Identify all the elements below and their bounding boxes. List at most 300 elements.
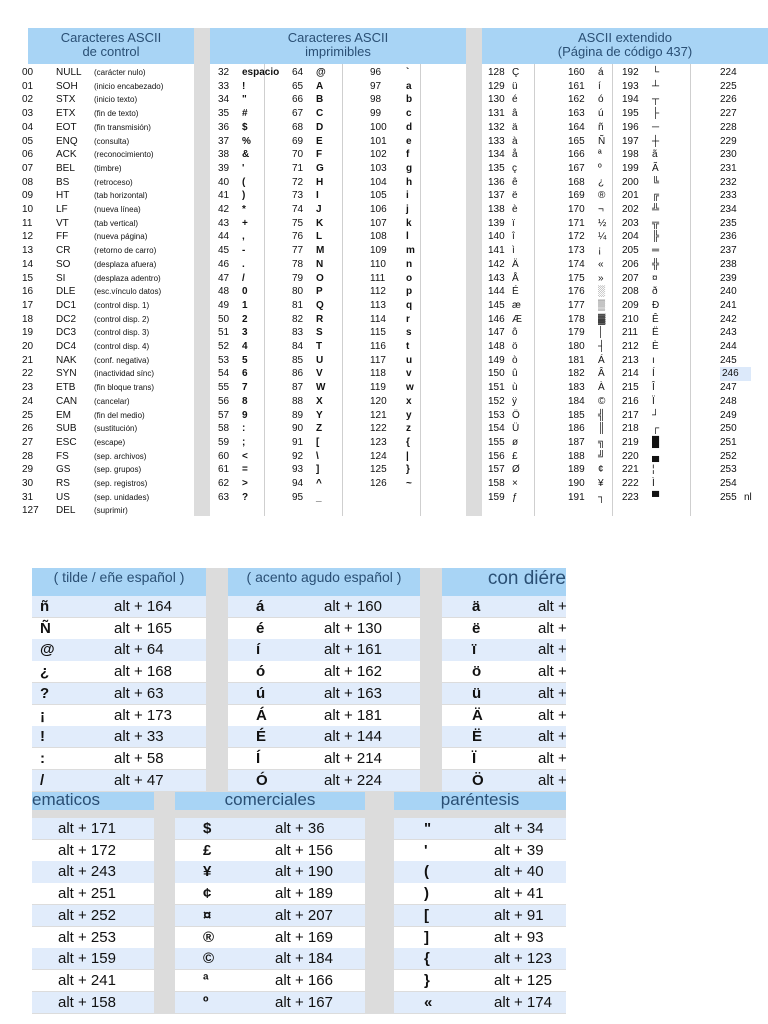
shortcut-row bbox=[228, 705, 420, 726]
table-row bbox=[22, 80, 194, 94]
char-glyph: } bbox=[406, 464, 410, 476]
char-glyph: ╩ bbox=[652, 204, 660, 215]
code-number: 208 bbox=[622, 286, 639, 298]
char-glyph: F bbox=[316, 149, 323, 161]
shortcut-row bbox=[32, 840, 154, 861]
shortcut-row bbox=[175, 861, 365, 882]
table-row bbox=[210, 285, 466, 299]
code-number: 228 bbox=[720, 121, 737, 133]
char-glyph: C bbox=[316, 108, 324, 120]
code-number: 120 bbox=[370, 395, 387, 407]
control-abbr: ACK bbox=[56, 149, 77, 161]
shortcut-row bbox=[442, 748, 566, 769]
code-number: 158 bbox=[488, 478, 505, 489]
shortcut-code: alt + 33 bbox=[114, 728, 164, 746]
code-number: 90 bbox=[292, 423, 304, 435]
shortcut-row bbox=[442, 726, 566, 747]
char-glyph: ¥ bbox=[598, 478, 604, 489]
code-number: 89 bbox=[292, 409, 304, 421]
code-number: 65 bbox=[292, 80, 304, 92]
control-desc: (suprimir) bbox=[94, 506, 128, 516]
code-number: 173 bbox=[568, 245, 585, 257]
char-glyph: æ bbox=[512, 299, 521, 311]
shortcut-char: ] bbox=[424, 928, 429, 946]
shortcut-char: ª bbox=[203, 971, 209, 989]
shortcut-row bbox=[394, 840, 566, 861]
code-number: 101 bbox=[370, 135, 387, 147]
code-number: 85 bbox=[292, 354, 304, 366]
table-row bbox=[482, 121, 768, 135]
control-desc: (consulta) bbox=[94, 136, 130, 146]
code-number: 67 bbox=[292, 108, 304, 120]
shortcut-code: alt + 241 bbox=[58, 971, 116, 989]
control-abbr: SUB bbox=[56, 423, 77, 435]
code-number: 209 bbox=[622, 299, 639, 311]
shortcut-code: alt + 160 bbox=[324, 598, 382, 615]
shortcut-char: ä bbox=[472, 598, 481, 615]
char-glyph: ┘ bbox=[652, 409, 660, 421]
char-glyph: Ê bbox=[652, 313, 659, 325]
code-number: 56 bbox=[218, 395, 230, 407]
shortcut-char: ¢ bbox=[203, 885, 212, 903]
control-abbr: FF bbox=[56, 231, 69, 243]
char-glyph: Ì bbox=[652, 478, 655, 489]
code-number: 235 bbox=[720, 217, 737, 229]
code-number: 45 bbox=[218, 245, 230, 257]
accent-shortcuts-table bbox=[32, 568, 566, 792]
code-number: 47 bbox=[218, 272, 230, 284]
code-number: 128 bbox=[488, 67, 505, 78]
code-number: 63 bbox=[218, 491, 230, 503]
control-desc: (fin transmisión) bbox=[94, 122, 151, 132]
char-glyph: | bbox=[406, 450, 409, 462]
math-header bbox=[32, 792, 154, 810]
char-glyph: [ bbox=[316, 436, 320, 448]
char-glyph: è bbox=[512, 204, 518, 215]
control-abbr: CAN bbox=[56, 395, 78, 407]
code-number: 153 bbox=[488, 409, 505, 421]
char-glyph: º bbox=[598, 162, 602, 174]
shortcut-row bbox=[32, 639, 206, 660]
code-number: 125 bbox=[370, 464, 387, 476]
shortcut-code: alt + 158 bbox=[58, 993, 116, 1011]
code-number: 215 bbox=[622, 382, 639, 394]
shortcut-row bbox=[442, 705, 566, 726]
code-number: 46 bbox=[218, 258, 230, 270]
code-number: 191 bbox=[568, 491, 585, 503]
code-number: 135 bbox=[488, 162, 505, 174]
char-glyph: Ä bbox=[512, 258, 519, 270]
code-number: 190 bbox=[568, 478, 585, 489]
char-glyph: Î bbox=[652, 382, 655, 394]
char-glyph: ` bbox=[406, 67, 410, 78]
control-abbr: SOH bbox=[56, 80, 78, 92]
char-glyph: x bbox=[406, 395, 412, 407]
char-glyph: Ñ bbox=[598, 135, 606, 147]
char-glyph: ┬ bbox=[652, 94, 660, 106]
code-number: 187 bbox=[568, 436, 585, 448]
code-number: 117 bbox=[370, 354, 386, 366]
table-row bbox=[22, 107, 194, 121]
char-glyph: 7 bbox=[242, 382, 248, 394]
char-glyph: 2 bbox=[242, 313, 248, 325]
shortcut-code: alt + 164 bbox=[114, 598, 172, 615]
table-row bbox=[482, 436, 768, 450]
char-glyph: 1 bbox=[242, 299, 248, 311]
table-row bbox=[210, 272, 466, 286]
table-row bbox=[482, 244, 768, 258]
table-row bbox=[22, 409, 194, 423]
control-desc: (carácter nulo) bbox=[94, 68, 146, 77]
char-glyph: L bbox=[316, 231, 323, 243]
shortcut-code: alt + bbox=[538, 728, 567, 746]
shortcut-row bbox=[32, 948, 154, 969]
char-glyph: ┤ bbox=[598, 341, 606, 352]
table-row bbox=[210, 354, 466, 368]
control-abbr: BS bbox=[56, 176, 70, 188]
table-row bbox=[482, 477, 768, 491]
shortcut-code: alt + 91 bbox=[494, 906, 544, 924]
char-glyph: ╗ bbox=[598, 436, 606, 448]
char-glyph: ¢ bbox=[598, 464, 604, 476]
shortcut-row bbox=[175, 948, 365, 969]
shortcut-row bbox=[32, 618, 206, 639]
printable-header-line2: imprimibles bbox=[305, 44, 371, 59]
table-row bbox=[22, 450, 194, 464]
shortcut-code: alt + 168 bbox=[114, 663, 172, 681]
control-desc: (nueva página) bbox=[94, 232, 148, 242]
char-glyph: ▒ bbox=[598, 299, 606, 311]
shortcut-code: alt + bbox=[538, 706, 567, 724]
code-number: 219 bbox=[622, 436, 639, 448]
char-glyph: ƒ bbox=[512, 491, 518, 503]
char-glyph: ã bbox=[652, 149, 658, 161]
char-glyph: ╦ bbox=[652, 217, 660, 229]
code-number: 127 bbox=[22, 505, 39, 517]
shortcut-code: alt + bbox=[538, 771, 567, 789]
code-number: 166 bbox=[568, 149, 585, 161]
shortcut-code: alt + bbox=[538, 663, 567, 681]
table-row bbox=[482, 450, 768, 464]
code-number: 233 bbox=[720, 190, 737, 202]
code-number: 60 bbox=[218, 450, 230, 462]
table-row bbox=[210, 450, 466, 464]
shortcut-char: [ bbox=[424, 906, 429, 924]
code-number: 234 bbox=[720, 204, 737, 215]
char-glyph: a bbox=[406, 80, 412, 92]
table-row bbox=[210, 189, 466, 203]
char-glyph: k bbox=[406, 217, 412, 229]
table-row bbox=[22, 354, 194, 368]
code-number: 249 bbox=[720, 409, 737, 421]
shortcut-code: alt + 40 bbox=[494, 863, 544, 881]
shortcut-char: ¡ bbox=[40, 706, 45, 724]
code-number: 156 bbox=[488, 450, 505, 462]
shortcut-char: « bbox=[424, 993, 433, 1011]
code-number: 97 bbox=[370, 80, 382, 92]
shortcut-char: ñ bbox=[40, 598, 50, 615]
code-number: 19 bbox=[22, 327, 34, 339]
char-glyph: ½ bbox=[598, 217, 607, 229]
char-glyph: * bbox=[242, 204, 246, 215]
shortcut-char: Ä bbox=[472, 706, 483, 724]
char-glyph: D bbox=[316, 121, 324, 133]
char-glyph: Å bbox=[512, 272, 519, 284]
code-number: 111 bbox=[370, 272, 386, 284]
control-header-line2: de control bbox=[82, 44, 140, 59]
code-number: 96 bbox=[370, 67, 382, 78]
char-glyph: ? bbox=[242, 491, 249, 503]
shortcut-code: alt + 163 bbox=[324, 684, 382, 702]
code-number: 141 bbox=[488, 245, 505, 257]
char-glyph: ó bbox=[598, 94, 604, 106]
table-row bbox=[210, 176, 466, 190]
table-row bbox=[22, 491, 194, 505]
control-desc: (inicio encabezado) bbox=[94, 81, 164, 91]
char-glyph: 9 bbox=[242, 409, 248, 421]
symbol-shortcuts-table bbox=[32, 792, 566, 1014]
code-number: 75 bbox=[292, 217, 304, 229]
code-number: 115 bbox=[370, 327, 386, 339]
math-header-text: ematicos bbox=[32, 790, 101, 809]
char-glyph: « bbox=[598, 258, 604, 270]
shortcut-char: Ñ bbox=[40, 619, 51, 637]
code-number: 252 bbox=[720, 450, 737, 462]
char-glyph: e bbox=[406, 135, 412, 147]
char-glyph: g bbox=[406, 162, 413, 174]
code-number: 100 bbox=[370, 121, 387, 133]
table-row bbox=[210, 230, 466, 244]
table-row bbox=[22, 93, 194, 107]
code-number: 145 bbox=[488, 299, 505, 311]
parenthesis-header-text: paréntesis bbox=[440, 790, 520, 809]
control-desc: (inicio texto) bbox=[94, 95, 138, 105]
control-desc: (nueva línea) bbox=[94, 205, 141, 214]
code-number: 188 bbox=[568, 450, 585, 462]
char-glyph: Q bbox=[316, 299, 324, 311]
char-glyph: â bbox=[512, 108, 518, 120]
table-row bbox=[482, 66, 768, 80]
code-number: 91 bbox=[292, 436, 304, 448]
char-glyph: S bbox=[316, 327, 323, 339]
printable-rows bbox=[210, 66, 466, 516]
code-number: 129 bbox=[488, 80, 505, 92]
char-glyph: @ bbox=[316, 67, 326, 78]
code-number: 189 bbox=[568, 464, 585, 476]
code-number: 212 bbox=[622, 341, 639, 352]
table-row bbox=[482, 299, 768, 313]
code-number: 70 bbox=[292, 149, 304, 161]
printable-header bbox=[210, 28, 466, 64]
shortcut-row bbox=[32, 683, 206, 704]
char-glyph: ! bbox=[242, 80, 246, 92]
char-glyph: ( bbox=[242, 176, 246, 188]
char-glyph: nl bbox=[744, 491, 752, 503]
char-glyph: ¬ bbox=[598, 204, 604, 215]
code-number: 195 bbox=[622, 108, 639, 120]
code-number: 239 bbox=[720, 272, 737, 284]
shortcut-row bbox=[228, 639, 420, 660]
char-glyph: - bbox=[242, 245, 246, 257]
shortcut-row bbox=[228, 596, 420, 617]
code-number: 40 bbox=[218, 176, 230, 188]
table-row bbox=[482, 313, 768, 327]
code-number: 84 bbox=[292, 341, 304, 352]
shortcut-char: í bbox=[256, 641, 261, 659]
char-glyph: X bbox=[316, 395, 323, 407]
char-glyph: ▄ bbox=[652, 450, 660, 462]
char-glyph: Á bbox=[598, 354, 605, 366]
code-number: 03 bbox=[22, 108, 34, 120]
char-glyph: ô bbox=[512, 327, 518, 339]
char-glyph: h bbox=[406, 176, 413, 188]
table-row bbox=[210, 203, 466, 217]
table-row bbox=[210, 107, 466, 121]
control-abbr: DC1 bbox=[56, 299, 77, 311]
code-number: 102 bbox=[370, 149, 387, 161]
code-number: 49 bbox=[218, 299, 230, 311]
code-number: 25 bbox=[22, 409, 34, 421]
code-number: 103 bbox=[370, 162, 387, 174]
shortcut-row bbox=[175, 992, 365, 1013]
code-number: 163 bbox=[568, 108, 585, 120]
code-number: 108 bbox=[370, 231, 387, 243]
shortcut-row bbox=[228, 726, 420, 747]
table-row bbox=[22, 367, 194, 381]
shortcut-char: ¿ bbox=[40, 663, 50, 681]
shortcut-row bbox=[394, 818, 566, 839]
code-number: 83 bbox=[292, 327, 304, 339]
shortcut-code: alt + 93 bbox=[494, 928, 544, 946]
char-glyph: m bbox=[406, 245, 415, 257]
table-row bbox=[22, 189, 194, 203]
shortcut-code: alt + 159 bbox=[58, 950, 116, 968]
char-glyph: 5 bbox=[242, 354, 248, 366]
table-row bbox=[482, 285, 768, 299]
code-number: 142 bbox=[488, 258, 505, 270]
code-number: 155 bbox=[488, 436, 505, 448]
char-glyph: Ï bbox=[652, 395, 655, 407]
char-glyph: ª bbox=[598, 149, 602, 161]
table-row bbox=[22, 66, 194, 80]
shortcut-char: ó bbox=[256, 663, 266, 681]
code-number: 64 bbox=[292, 67, 304, 78]
table-row bbox=[22, 135, 194, 149]
char-glyph: > bbox=[242, 478, 248, 489]
char-glyph: ] bbox=[316, 464, 320, 476]
char-glyph: ü bbox=[512, 80, 518, 92]
code-number: 17 bbox=[22, 299, 34, 311]
shortcut-row bbox=[442, 639, 566, 660]
code-number: 59 bbox=[218, 436, 230, 448]
code-number: 43 bbox=[218, 217, 230, 229]
shortcut-char: Á bbox=[256, 706, 267, 724]
code-number: 247 bbox=[720, 382, 737, 394]
char-glyph: ® bbox=[598, 190, 606, 202]
code-number: 87 bbox=[292, 382, 304, 394]
char-glyph: ┼ bbox=[652, 135, 660, 147]
table-row bbox=[22, 148, 194, 162]
code-number: 131 bbox=[488, 108, 505, 120]
code-number: 109 bbox=[370, 245, 387, 257]
char-glyph: J bbox=[316, 204, 322, 215]
shortcut-row bbox=[32, 661, 206, 682]
char-glyph: o bbox=[406, 272, 413, 284]
control-abbr: CR bbox=[56, 245, 71, 257]
table-row bbox=[210, 395, 466, 409]
shortcut-row bbox=[32, 905, 154, 926]
parenthesis-rows bbox=[394, 818, 566, 1014]
code-number: 01 bbox=[22, 80, 34, 92]
shortcut-row bbox=[175, 927, 365, 948]
shortcut-row bbox=[442, 618, 566, 639]
code-number: 245 bbox=[720, 354, 737, 366]
code-number: 09 bbox=[22, 190, 34, 202]
code-number: 50 bbox=[218, 313, 230, 325]
code-number: 51 bbox=[218, 327, 230, 339]
code-number: 143 bbox=[488, 272, 505, 284]
char-glyph: Ç bbox=[512, 67, 520, 78]
shortcut-code: alt + 224 bbox=[324, 771, 382, 789]
control-abbr: ESC bbox=[56, 436, 77, 448]
code-number: 61 bbox=[218, 464, 230, 476]
char-glyph: á bbox=[598, 67, 604, 78]
code-number: 112 bbox=[370, 286, 386, 298]
table-row bbox=[482, 162, 768, 176]
commercial-header bbox=[175, 792, 365, 810]
code-number: 221 bbox=[622, 464, 639, 476]
table-row bbox=[210, 93, 466, 107]
code-number: 223 bbox=[622, 491, 639, 503]
code-number: 73 bbox=[292, 190, 304, 202]
control-desc: (escape) bbox=[94, 437, 126, 447]
char-glyph: Æ bbox=[512, 313, 522, 325]
shortcut-row bbox=[32, 818, 154, 839]
char-glyph: espacio bbox=[242, 67, 280, 78]
char-glyph: p bbox=[406, 286, 413, 298]
code-number: 217 bbox=[622, 409, 639, 421]
code-number: 55 bbox=[218, 382, 230, 394]
control-desc: (control disp. 1) bbox=[94, 300, 150, 310]
control-abbr: EM bbox=[56, 409, 71, 421]
shortcut-char: é bbox=[256, 619, 265, 637]
control-desc: (control disp. 3) bbox=[94, 328, 150, 338]
code-number: 205 bbox=[622, 245, 639, 257]
code-number: 69 bbox=[292, 135, 304, 147]
shortcut-char: " bbox=[424, 820, 432, 837]
code-number: 232 bbox=[720, 176, 737, 188]
char-glyph: u bbox=[406, 354, 413, 366]
table-row bbox=[22, 436, 194, 450]
shortcut-code: alt + 172 bbox=[58, 841, 116, 859]
table-row bbox=[22, 422, 194, 436]
code-number: 231 bbox=[720, 162, 737, 174]
code-number: 174 bbox=[568, 258, 585, 270]
code-number: 165 bbox=[568, 135, 585, 147]
shortcut-row bbox=[228, 770, 420, 791]
control-desc: (control disp. 4) bbox=[94, 342, 150, 351]
shortcut-code: alt + bbox=[538, 619, 567, 637]
control-abbr: VT bbox=[56, 217, 69, 229]
shortcut-code: alt + bbox=[538, 598, 567, 615]
shortcut-char: ' bbox=[424, 841, 428, 859]
tilde-header-text: ( tilde / eñe español ) bbox=[53, 569, 185, 585]
code-number: 13 bbox=[22, 245, 34, 257]
code-number: 94 bbox=[292, 478, 304, 489]
code-number: 230 bbox=[720, 149, 737, 161]
char-glyph: Â bbox=[598, 368, 605, 380]
shortcut-row bbox=[32, 726, 206, 747]
